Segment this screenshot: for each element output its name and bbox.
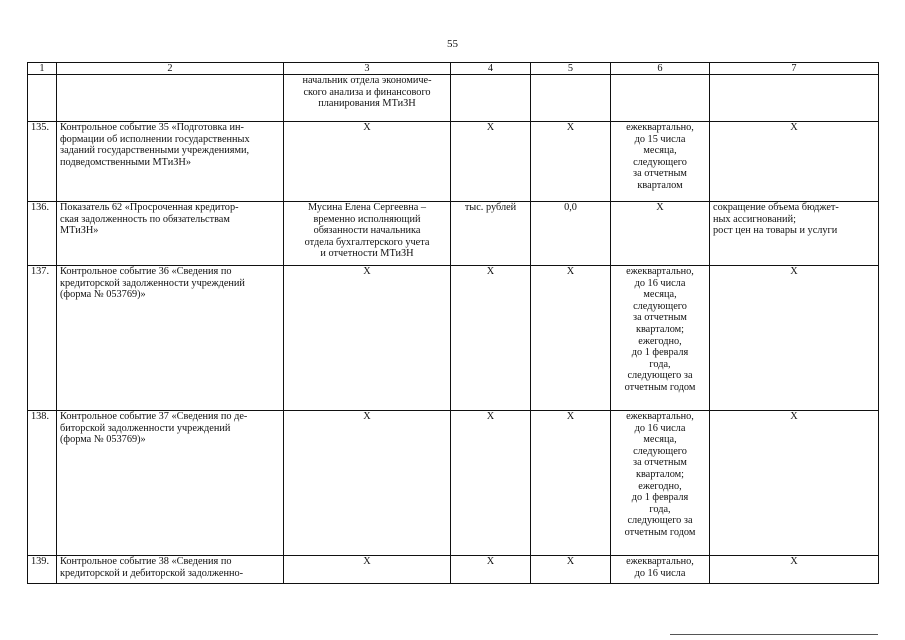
row-number-cell: 137. — [28, 266, 57, 411]
responsible-cell: Х — [284, 556, 451, 584]
column-header: 2 — [57, 63, 284, 75]
unit-cell — [451, 75, 531, 122]
deadline-cell: ежеквартально, до 16 числа месяца, следующего за отчетным кварталом; ежегодно, до 1 февраля года, следующего за отчетным годом — [611, 266, 710, 411]
column-header: 7 — [710, 63, 879, 75]
deadline-cell: Х — [611, 202, 710, 266]
plan-table — [27, 62, 879, 584]
deadline-cell: ежеквартально, до 15 числа месяца, следующего за отчетным кварталом — [611, 122, 710, 202]
column-header: 6 — [611, 63, 710, 75]
column-header: 4 — [451, 63, 531, 75]
table-row-continuation — [28, 75, 879, 122]
row-number-cell: 138. — [28, 411, 57, 556]
unit-cell: Х — [451, 411, 531, 556]
row-number-cell: 135. — [28, 122, 57, 202]
column-number-row — [28, 63, 879, 75]
responsible-cell: начальник отдела экономиче- ского анализа и финансового планирования МТиЗН — [284, 75, 451, 122]
table-row-137 — [28, 266, 879, 411]
risk-cell: Х — [710, 122, 879, 202]
responsible-cell: Х — [284, 122, 451, 202]
value-cell: 0,0 — [531, 202, 611, 266]
description-cell: Контрольное событие 37 «Сведения по де- биторской задолженности учреждений (форма № 053769)» — [57, 411, 284, 556]
responsible-cell: Х — [284, 266, 451, 411]
scan-edge-line — [670, 634, 878, 635]
description-cell — [57, 75, 284, 122]
deadline-cell: ежеквартально, до 16 числа месяца, следующего за отчетным кварталом; ежегодно, до 1 февраля года, следующего за отчетным годом — [611, 411, 710, 556]
responsible-cell: Х — [284, 411, 451, 556]
deadline-cell: ежеквартально, до 16 числа — [611, 556, 710, 584]
row-number-cell: 139. — [28, 556, 57, 584]
responsible-cell: Мусина Елена Сергеевна – временно исполняющий обязанности начальника отдела бухгалтерского учета и отчетности МТиЗН — [284, 202, 451, 266]
value-cell: Х — [531, 411, 611, 556]
deadline-cell — [611, 75, 710, 122]
table-row-138 — [28, 411, 879, 556]
description-cell: Контрольное событие 35 «Подготовка ин- формации об исполнении государственных заданий государственными учреждениями, подведомственными МТиЗН» — [57, 122, 284, 202]
unit-cell: тыс. рублей — [451, 202, 531, 266]
unit-cell: Х — [451, 556, 531, 584]
description-cell: Контрольное событие 38 «Сведения по кредиторской и дебиторской задолженно- — [57, 556, 284, 584]
risk-cell: сокращение объема бюджет- ных ассигнований; рост цен на товары и услуги — [710, 202, 879, 266]
value-cell: Х — [531, 266, 611, 411]
page-number: 55 — [447, 38, 458, 50]
column-header: 5 — [531, 63, 611, 75]
value-cell: Х — [531, 556, 611, 584]
value-cell: Х — [531, 122, 611, 202]
risk-cell — [710, 75, 879, 122]
table-row-135 — [28, 122, 879, 202]
risk-cell: Х — [710, 556, 879, 584]
risk-cell: Х — [710, 411, 879, 556]
column-header: 3 — [284, 63, 451, 75]
column-header: 1 — [28, 63, 57, 75]
table-row-139 — [28, 556, 879, 584]
description-cell: Показатель 62 «Просроченная кредитор- ская задолженность по обязательствам МТиЗН» — [57, 202, 284, 266]
unit-cell: Х — [451, 122, 531, 202]
row-number-cell: 136. — [28, 202, 57, 266]
table-row-136 — [28, 202, 879, 266]
risk-cell: Х — [710, 266, 879, 411]
unit-cell: Х — [451, 266, 531, 411]
description-cell: Контрольное событие 36 «Сведения по кредиторской задолженности учреждений (форма № 053769)» — [57, 266, 284, 411]
row-number-cell — [28, 75, 57, 122]
value-cell — [531, 75, 611, 122]
